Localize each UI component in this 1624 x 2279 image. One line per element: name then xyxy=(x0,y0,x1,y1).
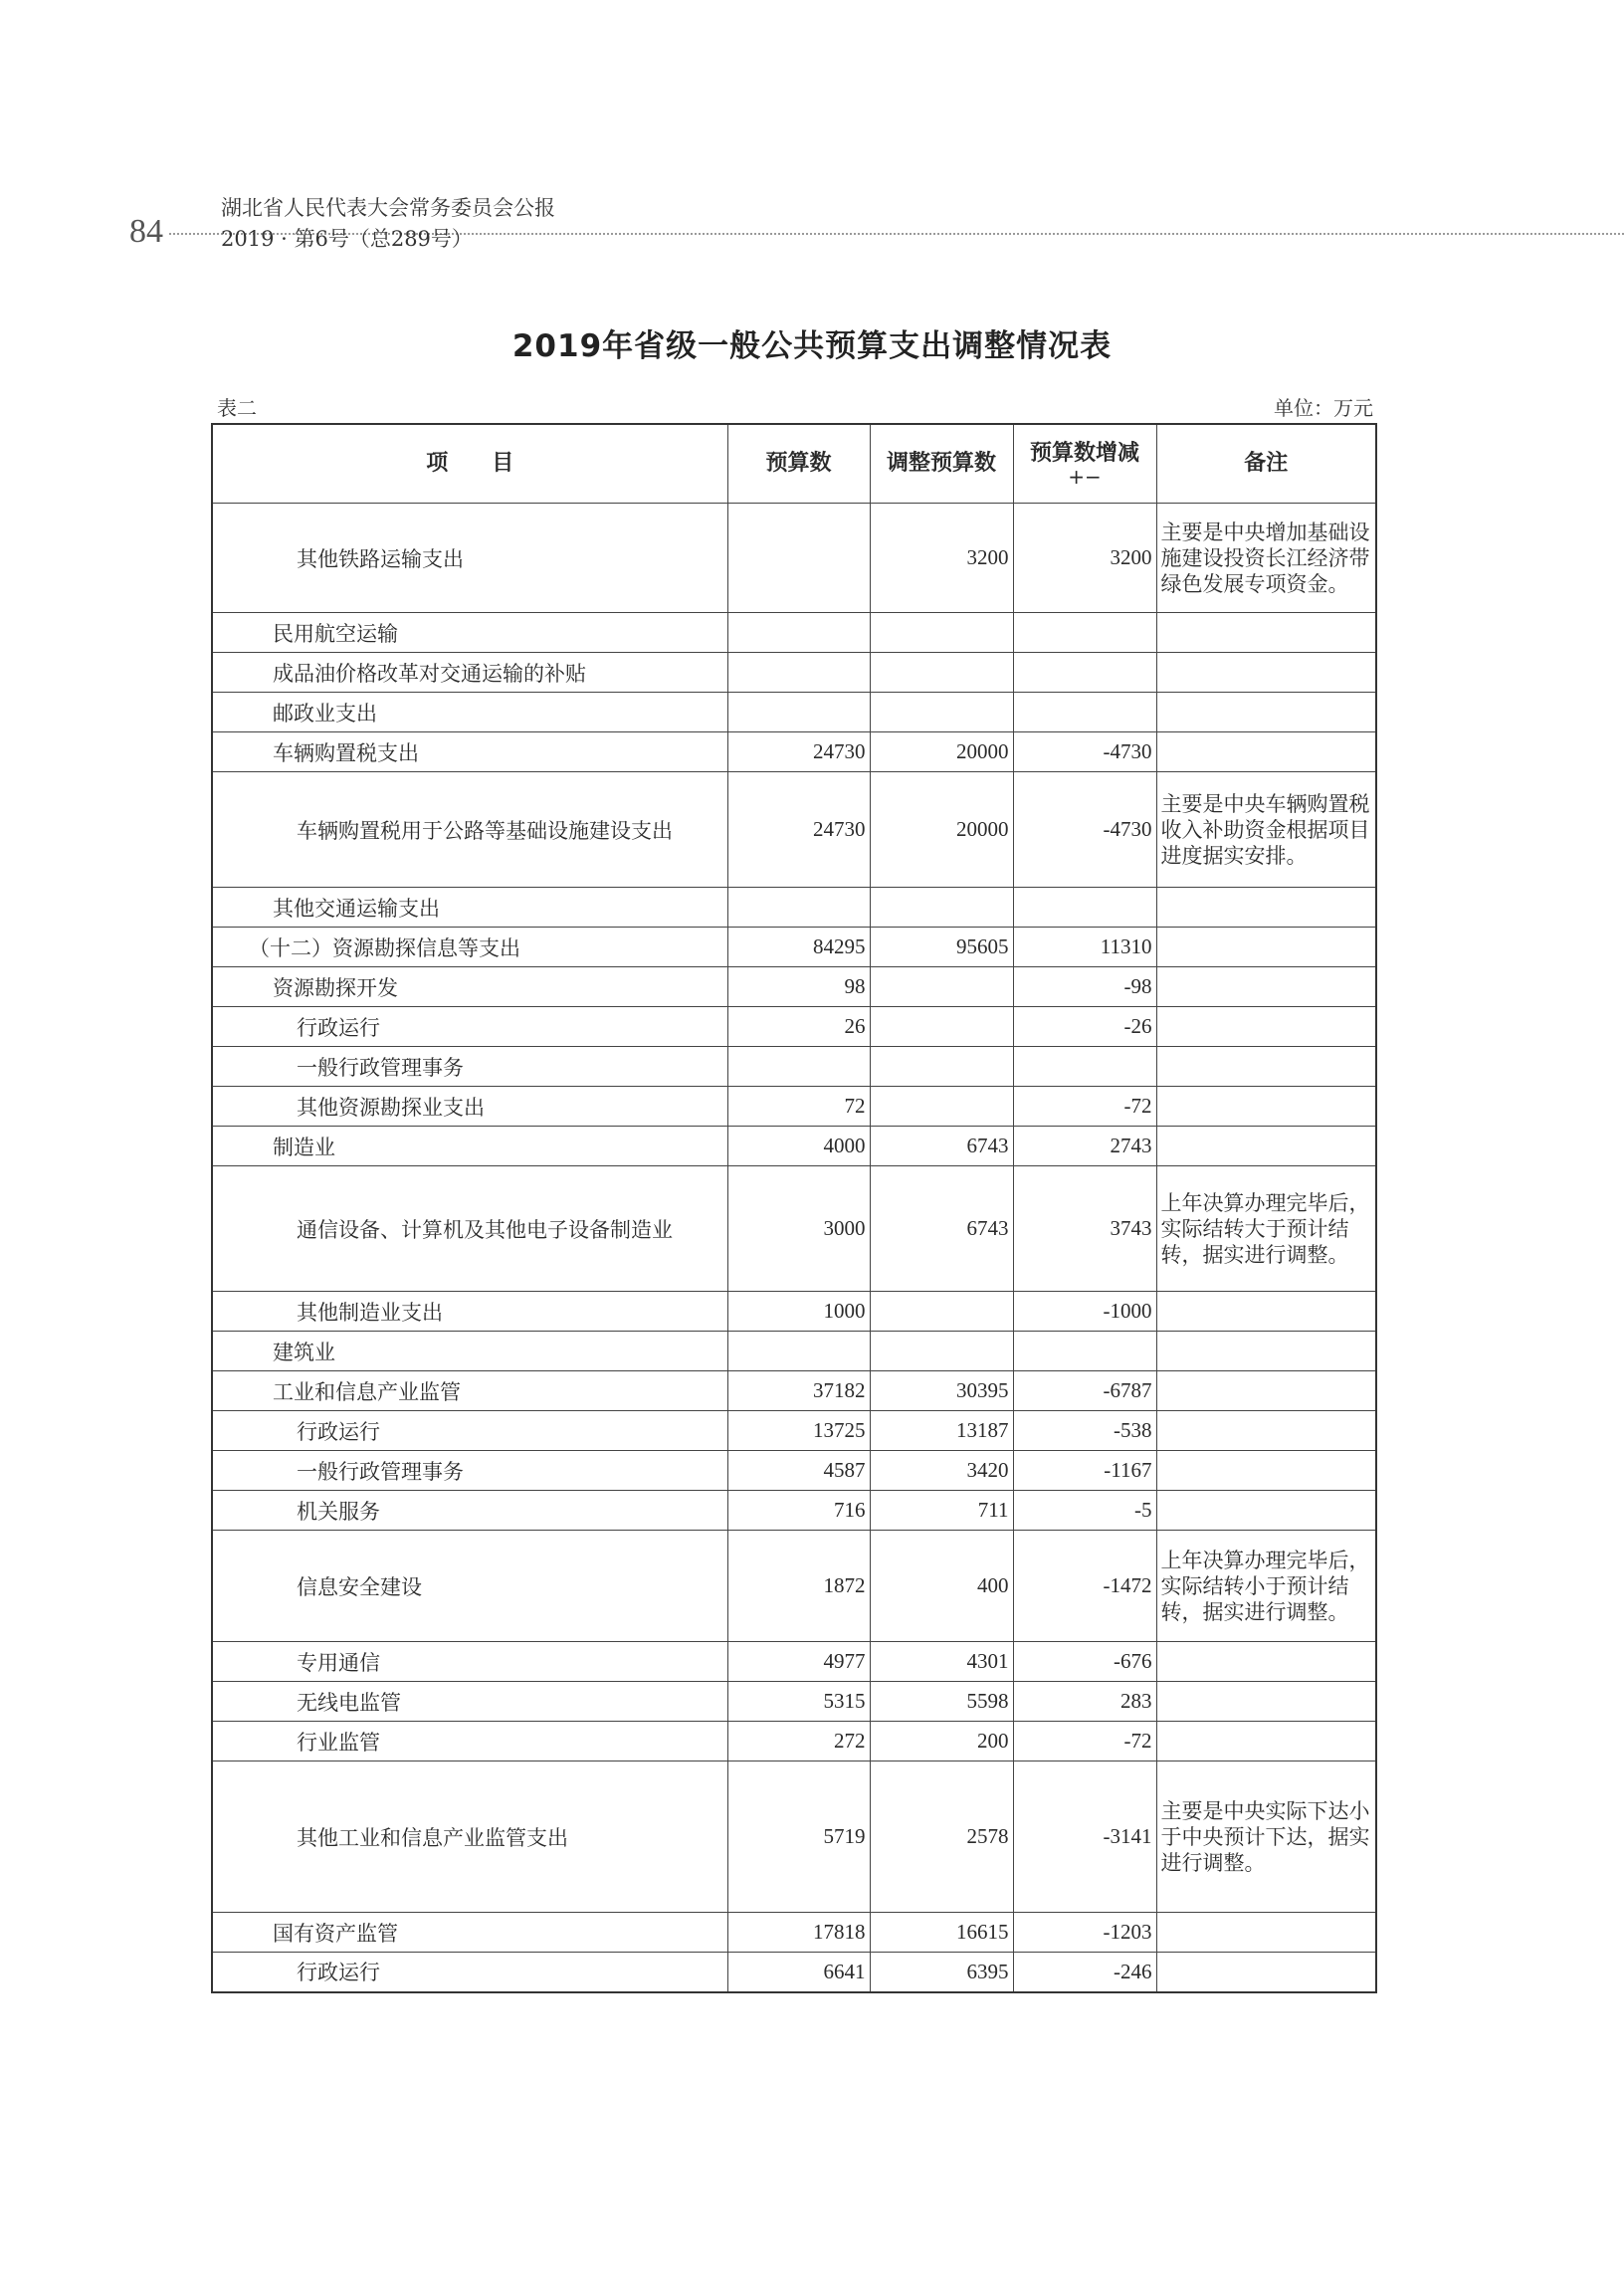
table-row xyxy=(212,1953,1376,1992)
row-item-cell: 建筑业 xyxy=(212,1332,727,1371)
column-header-change-sign: +− xyxy=(1068,465,1102,489)
row-note-cell: 上年决算办理完毕后，实际结转大于预计结转，据实进行调整。 xyxy=(1156,1166,1376,1292)
row-adjusted-cell: 6743 xyxy=(870,1166,1013,1292)
row-adjusted-cell: 20000 xyxy=(870,772,1013,888)
row-adjusted-cell: 16615 xyxy=(870,1913,1013,1953)
row-budget-cell: 72 xyxy=(727,1087,870,1127)
column-header-adjusted: 调整预算数 xyxy=(870,424,1013,504)
row-note-cell xyxy=(1156,693,1376,732)
row-budget-cell: 1872 xyxy=(727,1531,870,1642)
row-note-cell xyxy=(1156,732,1376,772)
row-item-cell: 国有资产监管 xyxy=(212,1913,727,1953)
table-row xyxy=(212,504,1376,613)
row-change-cell: 11310 xyxy=(1013,928,1156,967)
row-note-cell xyxy=(1156,1953,1376,1992)
row-note-cell xyxy=(1156,613,1376,653)
row-note-cell xyxy=(1156,1371,1376,1411)
row-budget-cell: 716 xyxy=(727,1491,870,1531)
row-budget-cell: 6641 xyxy=(727,1953,870,1992)
row-adjusted-cell xyxy=(870,1087,1013,1127)
row-note-cell: 主要是中央增加基础设施建设投资长江经济带绿色发展专项资金。 xyxy=(1156,504,1376,613)
row-budget-cell: 26 xyxy=(727,1007,870,1047)
row-budget-cell: 24730 xyxy=(727,772,870,888)
row-change-cell: -1203 xyxy=(1013,1913,1156,1953)
page-number: 84 xyxy=(129,213,163,250)
row-adjusted-cell xyxy=(870,1332,1013,1371)
row-item-cell: 资源勘探开发 xyxy=(212,967,727,1007)
row-item-cell: 其他铁路运输支出 xyxy=(212,504,727,613)
journal-name: 湖北省人民代表大会常务委员会公报 xyxy=(221,196,555,220)
row-item-cell: 民用航空运输 xyxy=(212,613,727,653)
row-item-cell: 行业监管 xyxy=(212,1722,727,1761)
table-row xyxy=(212,1332,1376,1371)
row-item-cell: 工业和信息产业监管 xyxy=(212,1371,727,1411)
row-budget-cell xyxy=(727,504,870,613)
table-row xyxy=(212,928,1376,967)
row-change-cell xyxy=(1013,1047,1156,1087)
column-header-budget: 预算数 xyxy=(727,424,870,504)
table-row xyxy=(212,1531,1376,1642)
row-note-cell xyxy=(1156,888,1376,928)
table-row xyxy=(212,693,1376,732)
row-budget-cell: 272 xyxy=(727,1722,870,1761)
row-budget-cell: 37182 xyxy=(727,1371,870,1411)
table-row xyxy=(212,1166,1376,1292)
row-note-cell xyxy=(1156,1451,1376,1491)
row-budget-cell: 4000 xyxy=(727,1127,870,1166)
row-change-cell: -1472 xyxy=(1013,1531,1156,1642)
row-item-cell: 车辆购置税支出 xyxy=(212,732,727,772)
row-budget-cell: 13725 xyxy=(727,1411,870,1451)
row-adjusted-cell xyxy=(870,613,1013,653)
row-item-cell: 通信设备、计算机及其他电子设备制造业 xyxy=(212,1166,727,1292)
row-adjusted-cell xyxy=(870,1047,1013,1087)
row-change-cell: -72 xyxy=(1013,1087,1156,1127)
row-adjusted-cell xyxy=(870,967,1013,1007)
row-adjusted-cell: 2578 xyxy=(870,1761,1013,1913)
row-adjusted-cell: 4301 xyxy=(870,1642,1013,1682)
row-item-cell: 其他资源勘探业支出 xyxy=(212,1087,727,1127)
row-note-cell xyxy=(1156,1682,1376,1722)
row-change-cell: -4730 xyxy=(1013,772,1156,888)
row-item-cell: 其他制造业支出 xyxy=(212,1292,727,1332)
row-item-cell: 信息安全建设 xyxy=(212,1531,727,1642)
row-item-cell: 其他工业和信息产业监管支出 xyxy=(212,1761,727,1913)
row-budget-cell xyxy=(727,1047,870,1087)
table-row xyxy=(212,732,1376,772)
row-change-cell: -98 xyxy=(1013,967,1156,1007)
table-row xyxy=(212,1007,1376,1047)
row-budget-cell: 5719 xyxy=(727,1761,870,1913)
row-budget-cell: 5315 xyxy=(727,1682,870,1722)
row-adjusted-cell: 5598 xyxy=(870,1682,1013,1722)
table-row xyxy=(212,1371,1376,1411)
table-row xyxy=(212,967,1376,1007)
row-change-cell: -6787 xyxy=(1013,1371,1156,1411)
row-item-cell: 邮政业支出 xyxy=(212,693,727,732)
table-row xyxy=(212,653,1376,693)
row-budget-cell xyxy=(727,693,870,732)
row-budget-cell: 84295 xyxy=(727,928,870,967)
table-row xyxy=(212,1411,1376,1451)
row-adjusted-cell: 400 xyxy=(870,1531,1013,1642)
row-note-cell xyxy=(1156,1722,1376,1761)
row-budget-cell: 24730 xyxy=(727,732,870,772)
row-budget-cell: 1000 xyxy=(727,1292,870,1332)
row-budget-cell: 98 xyxy=(727,967,870,1007)
row-adjusted-cell: 3200 xyxy=(870,504,1013,613)
column-header-note: 备注 xyxy=(1156,424,1376,504)
row-note-cell xyxy=(1156,928,1376,967)
row-budget-cell xyxy=(727,1332,870,1371)
table-body xyxy=(212,504,1376,1992)
row-note-cell xyxy=(1156,1127,1376,1166)
row-adjusted-cell xyxy=(870,653,1013,693)
row-change-cell: -1000 xyxy=(1013,1292,1156,1332)
row-adjusted-cell: 20000 xyxy=(870,732,1013,772)
unit-label: 单位：万元 xyxy=(1274,396,1373,420)
row-note-cell xyxy=(1156,1007,1376,1047)
column-header-item: 项 目 xyxy=(212,424,727,504)
row-adjusted-cell: 6395 xyxy=(870,1953,1013,1992)
table-row xyxy=(212,1682,1376,1722)
row-change-cell: 3200 xyxy=(1013,504,1156,613)
column-header-change xyxy=(1013,424,1156,504)
row-budget-cell: 4977 xyxy=(727,1642,870,1682)
row-item-cell: 行政运行 xyxy=(212,1953,727,1992)
row-note-cell: 主要是中央车辆购置税收入补助资金根据项目进度据实安排。 xyxy=(1156,772,1376,888)
row-change-cell xyxy=(1013,613,1156,653)
row-change-cell: -538 xyxy=(1013,1411,1156,1451)
row-change-cell: -26 xyxy=(1013,1007,1156,1047)
table-row xyxy=(212,1491,1376,1531)
row-note-cell: 主要是中央实际下达小于中央预计下达，据实进行调整。 xyxy=(1156,1761,1376,1913)
issue-line: 2019 · 第6号（总289号） xyxy=(221,227,473,251)
row-budget-cell xyxy=(727,888,870,928)
row-budget-cell xyxy=(727,613,870,653)
row-budget-cell: 3000 xyxy=(727,1166,870,1292)
row-budget-cell: 17818 xyxy=(727,1913,870,1953)
row-item-cell: 车辆购置税用于公路等基础设施建设支出 xyxy=(212,772,727,888)
row-change-cell xyxy=(1013,653,1156,693)
table-row xyxy=(212,1127,1376,1166)
row-item-cell: （十二）资源勘探信息等支出 xyxy=(212,928,727,967)
row-note-cell xyxy=(1156,653,1376,693)
document-title: 2019年省级一般公共预算支出调整情况表 xyxy=(511,328,1113,364)
row-item-cell: 无线电监管 xyxy=(212,1682,727,1722)
row-note-cell xyxy=(1156,1411,1376,1451)
row-change-cell: 3743 xyxy=(1013,1166,1156,1292)
row-item-cell: 专用通信 xyxy=(212,1642,727,1682)
table-row xyxy=(212,1087,1376,1127)
row-item-cell: 一般行政管理事务 xyxy=(212,1047,727,1087)
row-item-cell: 行政运行 xyxy=(212,1007,727,1047)
row-adjusted-cell: 13187 xyxy=(870,1411,1013,1451)
table-label: 表二 xyxy=(217,396,257,420)
table-row xyxy=(212,772,1376,888)
table-row xyxy=(212,1047,1376,1087)
row-adjusted-cell: 6743 xyxy=(870,1127,1013,1166)
row-change-cell: 2743 xyxy=(1013,1127,1156,1166)
row-item-cell: 行政运行 xyxy=(212,1411,727,1451)
table-row xyxy=(212,1642,1376,1682)
row-change-cell: -72 xyxy=(1013,1722,1156,1761)
row-change-cell: -246 xyxy=(1013,1953,1156,1992)
row-note-cell xyxy=(1156,1642,1376,1682)
row-change-cell: 283 xyxy=(1013,1682,1156,1722)
row-adjusted-cell xyxy=(870,888,1013,928)
row-budget-cell xyxy=(727,653,870,693)
column-header-change-label: 预算数增减 xyxy=(1029,441,1139,466)
row-note-cell xyxy=(1156,1332,1376,1371)
row-change-cell: -3141 xyxy=(1013,1761,1156,1913)
table-header-row xyxy=(212,424,1376,504)
table-row xyxy=(212,1761,1376,1913)
table-row xyxy=(212,888,1376,928)
row-change-cell: -676 xyxy=(1013,1642,1156,1682)
row-item-cell: 机关服务 xyxy=(212,1491,727,1531)
row-adjusted-cell: 30395 xyxy=(870,1371,1013,1411)
row-change-cell: -5 xyxy=(1013,1491,1156,1531)
row-change-cell: -1167 xyxy=(1013,1451,1156,1491)
row-budget-cell: 4587 xyxy=(727,1451,870,1491)
row-adjusted-cell xyxy=(870,1292,1013,1332)
row-change-cell: -4730 xyxy=(1013,732,1156,772)
table-row xyxy=(212,1292,1376,1332)
table-row xyxy=(212,1913,1376,1953)
row-adjusted-cell xyxy=(870,693,1013,732)
row-adjusted-cell: 3420 xyxy=(870,1451,1013,1491)
row-note-cell xyxy=(1156,967,1376,1007)
row-change-cell xyxy=(1013,693,1156,732)
row-note-cell xyxy=(1156,1047,1376,1087)
row-note-cell xyxy=(1156,1292,1376,1332)
row-adjusted-cell: 200 xyxy=(870,1722,1013,1761)
row-adjusted-cell: 711 xyxy=(870,1491,1013,1531)
row-item-cell: 制造业 xyxy=(212,1127,727,1166)
budget-table xyxy=(211,423,1377,1993)
row-item-cell: 一般行政管理事务 xyxy=(212,1451,727,1491)
table-row xyxy=(212,613,1376,653)
row-change-cell xyxy=(1013,888,1156,928)
row-item-cell: 成品油价格改革对交通运输的补贴 xyxy=(212,653,727,693)
row-change-cell xyxy=(1013,1332,1156,1371)
row-note-cell: 上年决算办理完毕后，实际结转小于预计结转，据实进行调整。 xyxy=(1156,1531,1376,1642)
row-note-cell xyxy=(1156,1087,1376,1127)
row-adjusted-cell xyxy=(870,1007,1013,1047)
table-row xyxy=(212,1451,1376,1491)
row-note-cell xyxy=(1156,1491,1376,1531)
row-adjusted-cell: 95605 xyxy=(870,928,1013,967)
row-note-cell xyxy=(1156,1913,1376,1953)
table-row xyxy=(212,1722,1376,1761)
row-item-cell: 其他交通运输支出 xyxy=(212,888,727,928)
